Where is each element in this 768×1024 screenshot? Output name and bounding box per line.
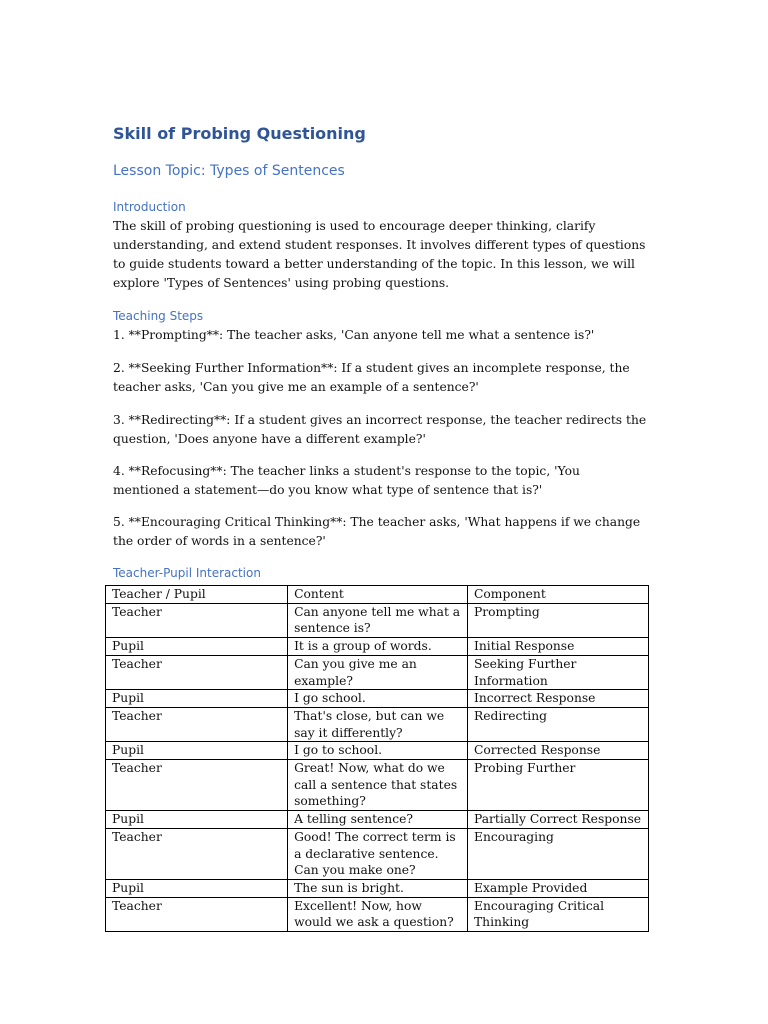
document-title: Skill of Probing Questioning (113, 124, 366, 143)
table-row (106, 742, 649, 760)
speaker-cell: Pupil (106, 690, 288, 708)
introduction-heading: Introduction (113, 200, 186, 214)
header-component: Component (467, 586, 648, 604)
speaker-cell: Teacher (106, 707, 288, 741)
content-cell: I go to school. (288, 742, 468, 760)
speaker-cell: Pupil (106, 811, 288, 829)
component-cell: Corrected Response (467, 742, 648, 760)
table-row (106, 655, 649, 689)
introduction-paragraph: The skill of probing questioning is used to encourage deeper thinking, clarify understanding, and extend student responses. It involves different types of questions to guide students toward a better understanding of the topic. In this lesson, we will explore 'Types of Sentences' using probing questions. (113, 219, 646, 290)
speaker-cell: Pupil (106, 879, 288, 897)
content-cell: I go school. (288, 690, 468, 708)
content-cell: The sun is bright. (288, 879, 468, 897)
speaker-cell: Pupil (106, 742, 288, 760)
teaching-step-4: 4. **Refocusing**: The teacher links a student's response to the topic, 'You mentioned a statement—do you know what type of sentence that is?' (113, 464, 580, 497)
table-row (106, 897, 649, 931)
table-row (106, 603, 649, 637)
content-cell: It is a group of words. (288, 638, 468, 656)
content-cell: A telling sentence? (288, 811, 468, 829)
lesson-topic-heading: Lesson Topic: Types of Sentences (113, 163, 345, 179)
table-row (106, 638, 649, 656)
table-row (106, 828, 649, 879)
component-cell: Seeking Further Information (467, 655, 648, 689)
component-cell: Partially Correct Response (467, 811, 648, 829)
header-content: Content (288, 586, 468, 604)
component-cell: Probing Further (467, 760, 648, 811)
content-cell: Great! Now, what do we call a sentence that states something? (288, 760, 468, 811)
table-header-row (106, 586, 649, 604)
content-cell: Can anyone tell me what a sentence is? (288, 603, 468, 637)
teaching-step-1: 1. **Prompting**: The teacher asks, 'Can anyone tell me what a sentence is?' (113, 328, 595, 342)
table-row (106, 879, 649, 897)
component-cell: Encouraging (467, 828, 648, 879)
table-row (106, 707, 649, 741)
table-row (106, 760, 649, 811)
component-cell: Initial Response (467, 638, 648, 656)
table-row (106, 690, 649, 708)
content-cell: Good! The correct term is a declarative sentence. Can you make one? (288, 828, 468, 879)
teaching-step-2: 2. **Seeking Further Information**: If a student gives an incomplete response, the teacher asks, 'Can you give me an example of a sentence?' (113, 361, 630, 394)
content-cell: That's close, but can we say it differently? (288, 707, 468, 741)
component-cell: Prompting (467, 603, 648, 637)
teaching-steps-heading: Teaching Steps (113, 309, 204, 323)
speaker-cell: Teacher (106, 655, 288, 689)
header-teacher-pupil: Teacher / Pupil (106, 586, 288, 604)
speaker-cell: Teacher (106, 760, 288, 811)
content-cell: Can you give me an example? (288, 655, 468, 689)
component-cell: Encouraging Critical Thinking (467, 897, 648, 931)
interaction-table (105, 585, 649, 932)
component-cell: Example Provided (467, 879, 648, 897)
speaker-cell: Teacher (106, 828, 288, 879)
teaching-step-3: 3. **Redirecting**: If a student gives an incorrect response, the teacher redirects the question, 'Does anyone have a different example?' (113, 413, 647, 446)
teaching-step-5: 5. **Encouraging Critical Thinking**: The teacher asks, 'What happens if we change the order of words in a sentence?' (113, 515, 641, 548)
content-cell: Excellent! Now, how would we ask a question? (288, 897, 468, 931)
component-cell: Redirecting (467, 707, 648, 741)
speaker-cell: Teacher (106, 897, 288, 931)
speaker-cell: Pupil (106, 638, 288, 656)
speaker-cell: Teacher (106, 603, 288, 637)
component-cell: Incorrect Response (467, 690, 648, 708)
table-row (106, 811, 649, 829)
interaction-heading: Teacher-Pupil Interaction (113, 566, 261, 580)
